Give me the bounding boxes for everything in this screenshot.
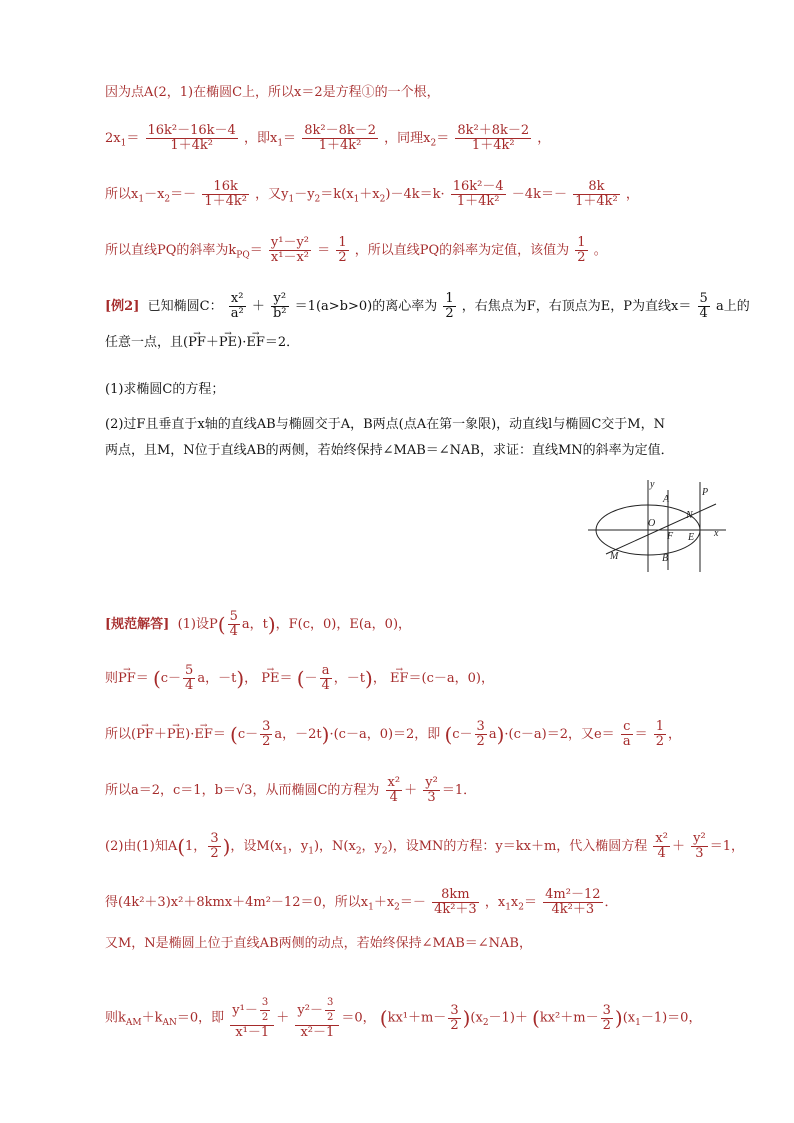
math-text: 2 <box>210 846 219 861</box>
example2-statement-cont <box>105 334 299 352</box>
math-text: 3 <box>210 831 219 846</box>
math-text: ，y <box>287 839 309 854</box>
math-symbol: 2 <box>355 846 362 857</box>
math-text: y¹－ <box>232 1003 258 1018</box>
fraction <box>653 832 670 861</box>
math-text: 2 <box>338 250 347 265</box>
ellipse-figure <box>588 478 728 574</box>
label-o: O <box>648 518 656 529</box>
label-y: y <box>650 479 655 490</box>
math-text: 1＋4k² <box>456 194 500 209</box>
math-text: ＝ <box>212 727 226 742</box>
math-text: → PE <box>219 334 237 352</box>
math-symbol: ) <box>365 666 373 691</box>
math-text: －4k＝－ <box>511 187 567 202</box>
math-text: a² <box>230 306 244 321</box>
fraction <box>451 180 506 209</box>
math-text: → EF <box>246 334 265 352</box>
math-text: c－ <box>237 727 259 742</box>
math-text: ＝ <box>135 671 149 686</box>
fraction <box>443 292 455 321</box>
math-symbol: 1 <box>288 194 295 205</box>
solution-dot-product <box>105 720 681 749</box>
math-text: x² <box>229 292 246 307</box>
math-text: 3 <box>325 996 335 1011</box>
math-text: a <box>622 734 631 749</box>
math-text: 1 <box>445 291 454 306</box>
math-text: a <box>488 727 497 742</box>
math-text: 1＋4k² <box>575 194 618 209</box>
label-m: M <box>610 551 619 562</box>
math-text: x² <box>387 775 401 790</box>
math-text: )，N(x <box>313 839 356 854</box>
question-2-line1 <box>105 416 665 434</box>
math-text: 1， <box>185 839 207 854</box>
math-symbol: 1 <box>120 138 127 149</box>
math-text: －y <box>294 187 315 202</box>
math-text: 因为点A(2，1)在椭圆C上，所以x＝2是方程①的一个根， <box>105 85 440 100</box>
math-text: 4k²＋3 <box>434 902 477 917</box>
math-text: (x <box>470 1010 483 1026</box>
math-text: 1＋4k² <box>204 194 247 209</box>
math-text: 8k²－8k－2 <box>304 123 376 138</box>
math-text: b² <box>272 306 287 321</box>
math-symbol: ( <box>152 666 161 691</box>
math-text: 4m²－12 <box>545 887 601 902</box>
math-symbol: 1 <box>308 846 314 857</box>
math-text: a <box>320 664 332 679</box>
fraction <box>208 832 220 861</box>
math-symbol: ) <box>222 834 231 859</box>
math-symbol: 2 <box>430 138 437 149</box>
math-text: ·(c－a，0)＝2，即 <box>329 727 441 742</box>
math-symbol: 1 <box>635 1018 641 1029</box>
label-p: P <box>702 487 709 498</box>
math-text: AM <box>125 1018 142 1029</box>
math-text: ＝ <box>634 727 648 742</box>
math-text: 2 <box>655 734 665 749</box>
math-text: 2 <box>602 1017 611 1033</box>
fraction <box>325 996 335 1025</box>
math-text: 3 <box>260 996 270 1011</box>
math-text: ，－t <box>333 671 366 686</box>
fraction <box>146 124 238 153</box>
math-text: ＝ <box>283 131 297 146</box>
math-text: 5 <box>229 609 238 624</box>
math-text: ＋ <box>404 783 418 798</box>
math-symbol: ) <box>267 612 276 637</box>
math-text: ＋k <box>141 1010 163 1026</box>
label-f: F <box>667 531 674 542</box>
fraction <box>271 292 289 321</box>
math-text: kx¹＋m－ <box>387 1010 447 1026</box>
math-symbol: ) <box>321 722 330 747</box>
fraction <box>601 1004 613 1033</box>
math-text: 3 <box>427 790 436 805</box>
math-text: － <box>304 671 318 686</box>
math-text: AN <box>162 1018 177 1029</box>
math-text: (1)设P <box>177 617 218 632</box>
math-text: 所以直线PQ的斜率为k <box>105 243 237 258</box>
fraction <box>698 292 710 321</box>
fraction <box>386 776 403 805</box>
solution-slope-sum <box>105 996 701 1040</box>
label-e: E <box>688 532 695 543</box>
math-text: (x <box>622 1010 636 1026</box>
fraction <box>575 236 587 265</box>
solution-step2 <box>105 832 744 861</box>
math-text: x²－1 <box>300 1025 335 1040</box>
math-text: ， <box>244 671 258 686</box>
question-1 <box>105 381 224 399</box>
label-x: x <box>714 528 719 539</box>
fraction <box>573 180 620 209</box>
math-text: 2 <box>577 250 586 265</box>
math-text: 4 <box>389 790 398 805</box>
math-text: 16k <box>202 180 249 195</box>
math-symbol: 2 <box>164 194 171 205</box>
math-text: ＝ <box>436 131 450 146</box>
math-text: x² <box>655 831 668 846</box>
solution-line-slope <box>105 236 607 265</box>
math-text: a，－2t <box>274 727 322 742</box>
math-text: c－ <box>452 727 473 742</box>
math-text: 4 <box>321 678 330 693</box>
math-text: 16k²－4 <box>452 179 504 194</box>
math-symbol: 1 <box>368 902 374 913</box>
solution-vieta <box>105 888 618 917</box>
fraction <box>229 292 246 321</box>
math-text: 3 <box>450 1002 459 1018</box>
math-text: )，设MN的方程：y＝kx＋m，代入椭圆方程 <box>387 839 648 854</box>
math-text: ＝0， <box>341 1010 376 1026</box>
math-text: 所以( <box>105 727 137 742</box>
math-text: (1)求椭圆C的方程； <box>105 382 225 397</box>
math-text: → PF <box>118 670 136 688</box>
math-text: ＋x <box>359 187 380 202</box>
math-text: ＝－ <box>170 187 197 202</box>
math-text: ＝－ <box>399 895 426 910</box>
math-text: ＝ <box>524 895 538 910</box>
math-text: 4 <box>657 846 666 861</box>
math-text: 得(4k²＋3)x²＋8kmx＋4m²－12＝0，所以x <box>105 895 369 910</box>
math-text: 8k <box>573 180 620 195</box>
solution-line-x1 <box>105 124 550 153</box>
math-text: y² <box>693 831 706 846</box>
math-symbol: 1 <box>353 194 360 205</box>
math-text: 。 <box>593 243 607 258</box>
math-text: 1＋4k² <box>318 138 362 153</box>
math-text: y²－ <box>297 1003 323 1018</box>
math-text: 4 <box>699 306 708 321</box>
math-text: 2 <box>262 734 271 749</box>
fraction <box>269 236 311 265</box>
math-text: y¹－y² <box>270 235 310 250</box>
math-text: 2x <box>105 131 121 146</box>
fraction <box>455 124 531 153</box>
fraction <box>475 720 487 749</box>
math-text: 任意一点，且( <box>105 335 189 350</box>
math-text: )· <box>237 335 247 350</box>
math-text: 1＋4k² <box>471 138 515 153</box>
math-text: → PE <box>167 726 185 744</box>
fraction <box>228 610 240 639</box>
math-text: －1)＝0， <box>640 1010 702 1026</box>
math-symbol: 2 <box>518 902 524 913</box>
fraction <box>621 720 633 749</box>
math-text: a上的 <box>715 299 750 314</box>
math-text: 3 <box>602 1002 611 1018</box>
math-text: ＋ <box>153 727 167 742</box>
fraction <box>336 236 348 265</box>
math-text: 2 <box>261 1012 269 1023</box>
math-text: ＝1， <box>709 839 744 854</box>
math-text: ＋ <box>276 1010 290 1026</box>
math-text: ，又y <box>255 187 289 202</box>
fraction <box>295 996 339 1040</box>
math-symbol: ( <box>230 722 238 747</box>
label-b: B <box>662 553 669 564</box>
math-symbol: 2 <box>394 902 400 913</box>
math-text: a，－t <box>197 671 237 686</box>
fraction <box>432 888 479 917</box>
math-text: → PE <box>261 670 279 688</box>
math-text: 两点，且M，N位于直线AB的两侧，若始终保持∠MAB＝∠NAB，求证：直线MN的斜率为定值． <box>105 443 674 458</box>
math-text: 3 <box>262 719 271 734</box>
math-symbol: 1 <box>138 194 145 205</box>
math-symbol: ( <box>217 612 226 637</box>
math-text: 4k²＋3 <box>551 902 595 917</box>
math-text: ，F(c，0)，E(a，0)， <box>275 617 412 632</box>
math-symbol: 2 <box>381 846 388 857</box>
math-text: －1)＋ <box>488 1010 528 1026</box>
question-2-line2 <box>105 442 674 460</box>
math-text: 2 <box>326 1012 334 1023</box>
example-tag: [例2] <box>105 299 140 314</box>
math-text: (2)由(1)知A <box>105 839 178 854</box>
math-text: kx²＋m－ <box>539 1010 599 1026</box>
math-text: 则 <box>105 671 119 686</box>
math-text: 所以x <box>105 187 139 202</box>
fraction <box>260 996 270 1025</box>
fraction <box>302 124 378 153</box>
math-symbol: ) <box>236 666 245 691</box>
math-text: → EF <box>194 726 213 744</box>
math-text: ＝(c－a，0)， <box>408 671 494 686</box>
math-text: 则k <box>105 1010 126 1026</box>
solution-tag: [规范解答] <box>105 617 170 632</box>
fraction <box>230 996 274 1040</box>
math-text: ＝1(a>b>0)的离心率为 <box>294 299 438 314</box>
math-text: ＝0，即 <box>176 1010 225 1026</box>
math-text: 2 <box>476 734 485 749</box>
math-text: ·(c－a)＝2，又e＝ <box>504 727 615 742</box>
solution-equation <box>105 776 476 805</box>
solution-line-difference <box>105 180 639 209</box>
math-text: ，所以直线PQ的斜率为定值，该值为 <box>354 243 570 258</box>
label-a: A <box>663 494 670 505</box>
math-text: )－4k＝k· <box>385 187 445 202</box>
math-text: x <box>510 895 519 910</box>
math-text: ＝2． <box>264 335 300 350</box>
label-n: N <box>686 510 693 521</box>
math-symbol: 2 <box>314 194 321 205</box>
math-text: ＝1． <box>441 783 477 798</box>
math-symbol: ( <box>444 722 453 747</box>
math-symbol: 1 <box>505 902 511 913</box>
math-text: －x <box>144 187 165 202</box>
math-text: → EF <box>390 670 409 688</box>
math-text: 2 <box>445 306 454 321</box>
math-text: ，右焦点为F，右顶点为E，P为直线x＝ <box>461 299 692 314</box>
math-symbol: ( <box>379 1006 388 1030</box>
math-text: ，x <box>484 895 506 910</box>
math-text: c <box>621 720 633 735</box>
solution-step1 <box>105 610 411 639</box>
math-text: ，设M(x <box>230 839 283 854</box>
fraction <box>320 664 332 693</box>
math-text: c－ <box>160 671 182 686</box>
math-text: 16k²－16k－4 <box>147 123 236 138</box>
solution-line-root <box>105 84 440 102</box>
math-text: ． <box>604 895 618 910</box>
math-text: → PF <box>136 726 154 744</box>
math-text: ，即x <box>243 131 278 146</box>
fraction <box>543 888 602 917</box>
math-text: ，y <box>361 839 382 854</box>
math-symbol: 2 <box>379 194 386 205</box>
math-text: 5 <box>185 663 194 678</box>
fraction <box>423 776 440 805</box>
math-text: 1 <box>577 235 586 250</box>
solution-vectors <box>105 664 494 693</box>
math-text: ， <box>625 187 639 202</box>
math-text: ＋x <box>373 895 395 910</box>
math-text: 4 <box>185 678 194 693</box>
math-text: 1＋4k² <box>170 138 213 153</box>
math-text: 3 <box>695 846 704 861</box>
math-text: 3 <box>476 719 485 734</box>
math-text: 1 <box>655 719 665 734</box>
math-text: ＋ <box>205 335 219 350</box>
math-text: y² <box>425 775 438 790</box>
math-text: 5 <box>699 291 708 306</box>
math-text: 8km <box>432 888 479 903</box>
math-text: ＝ <box>279 671 293 686</box>
fraction <box>448 1004 460 1033</box>
math-text: 8k²＋8k－2 <box>457 123 530 138</box>
math-symbol: ) <box>614 1006 623 1030</box>
math-text: ＋ <box>671 839 685 854</box>
math-text: ， <box>668 727 682 742</box>
math-symbol: ( <box>532 1006 540 1030</box>
math-symbol: ) <box>496 722 505 747</box>
math-symbol: ( <box>177 834 186 859</box>
math-text: ＝k(x <box>320 187 354 202</box>
math-text: PQ <box>236 250 250 261</box>
math-text: 又M，N是椭圆上位于直线AB两侧的动点，若始终保持∠MAB＝∠NAB， <box>105 936 532 951</box>
math-text: ＝ <box>249 243 263 258</box>
solution-condition <box>105 935 532 953</box>
math-text: a，t <box>241 617 268 632</box>
math-symbol: ) <box>462 1006 471 1030</box>
math-text: x¹－x² <box>270 250 309 265</box>
fraction <box>654 720 666 749</box>
math-text: 4 <box>229 624 238 639</box>
math-text: ＝ <box>317 243 331 258</box>
math-text: 2 <box>450 1017 459 1033</box>
math-text: ， <box>537 131 551 146</box>
math-symbol: 1 <box>282 846 288 857</box>
example2-statement <box>105 292 750 321</box>
math-text: y² <box>271 292 289 307</box>
math-text: ， <box>372 671 386 686</box>
math-text: ，同理x <box>384 131 431 146</box>
fraction <box>183 664 195 693</box>
math-text: 所以a＝2，c＝1，b＝√3，从而椭圆C的方程为 <box>105 783 380 798</box>
math-text: 1 <box>338 235 347 250</box>
math-text: )· <box>185 727 195 742</box>
math-symbol: 2 <box>482 1018 489 1029</box>
math-symbol: ( <box>296 666 305 691</box>
fraction <box>691 832 708 861</box>
math-symbol: 1 <box>277 138 284 149</box>
math-text: (2)过F且垂直于x轴的直线AB与椭圆交于A，B两点(点A在第一象限)，动直线l与椭圆C交于M，N <box>105 417 665 432</box>
math-text: ＝ <box>126 131 140 146</box>
fraction <box>260 720 272 749</box>
math-text: 已知椭圆C： <box>147 299 223 314</box>
math-text: ＋ <box>251 299 265 314</box>
fraction <box>202 180 249 209</box>
math-text: x¹－1 <box>235 1025 270 1040</box>
math-text: → PF <box>188 334 206 352</box>
